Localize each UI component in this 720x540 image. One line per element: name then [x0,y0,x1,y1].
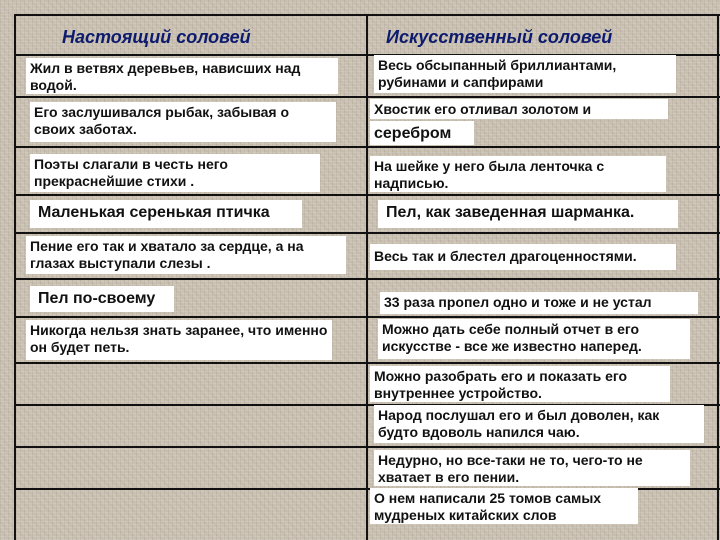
table-column-divider [366,14,368,540]
table-border-right [717,14,719,540]
right-cell: Народ послушал его и был доволен, как будто вдоволь напился чаю. [374,405,704,443]
right-cell: На шейке у него была ленточка с надписью. [370,156,666,192]
left-cell: Никогда нельзя знать заранее, что именно он будет петь. [26,320,332,360]
header-artificial-nightingale: Искусственный соловей [386,27,613,47]
row-divider [14,362,720,364]
right-cell: серебром [370,121,474,145]
right-cell: Можно разобрать его и показать его внутреннее устройство. [370,366,670,402]
right-cell: О нем написали 25 томов самых мудреных китайских слов [370,488,638,524]
right-cell: Недурно, но все-таки не то, чего-то не хватает в его пении. [374,450,690,486]
left-cell: Жил в ветвях деревьев, нависших над водой. [26,58,338,94]
table-border-left [14,14,16,540]
right-cell: Пел, как заведенная шарманка. [378,200,678,228]
row-divider [14,96,720,98]
row-divider [14,232,720,234]
row-divider [14,146,720,148]
row-divider [14,278,720,280]
right-cell: Весь обсыпанный бриллиантами, рубинами и сапфирами [374,55,676,93]
left-cell: Его заслушивался рыбак, забывая о своих заботах. [30,102,336,142]
right-cell: 33 раза пропел одно и тоже и не устал [380,292,698,314]
row-divider [14,316,720,318]
right-cell: Весь так и блестел драгоценностями. [370,244,676,270]
row-divider [14,446,720,448]
table-border-top [14,14,720,16]
left-cell: Поэты слагали в честь него прекраснейшие стихи . [30,154,320,192]
left-cell: Маленькая серенькая птичка [30,200,302,228]
left-cell: Пел по-своему [30,286,174,312]
left-cell: Пение его так и хватало за сердце, а на глазах выступали слезы . [26,236,346,274]
row-divider [14,194,720,196]
right-cell: Можно дать себе полный отчет в его искусстве - все же известно наперед. [378,319,690,359]
right-cell: Хвостик его отливал золотом и [370,99,668,119]
header-real-nightingale: Настоящий соловей [62,27,251,47]
